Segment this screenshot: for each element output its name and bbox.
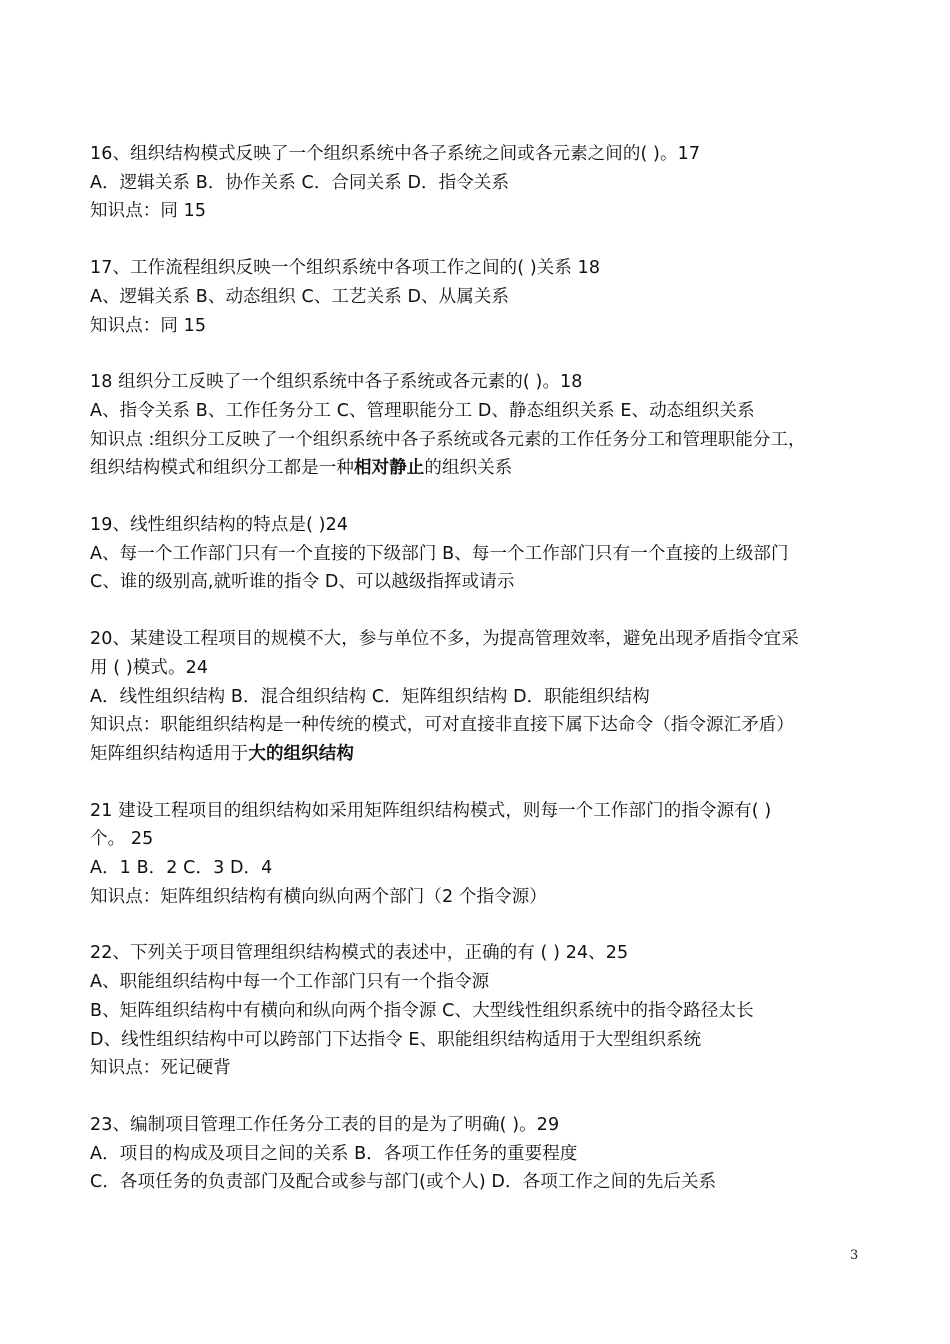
question-22 bbox=[90, 939, 880, 1083]
question-stem: 20、某建设工程项目的规模不大，参与单位不多，为提高管理效率，避免出现矛盾指令宜采 bbox=[90, 629, 799, 650]
knowledge-point: 知识点：矩阵组织结构有横向纵向两个部门（2 个指令源） bbox=[90, 886, 547, 907]
knowledge-point-continued bbox=[90, 454, 880, 483]
question-18 bbox=[90, 368, 880, 483]
answer-options: A．逻辑关系 B．协作关系 C．合同关系 D．指令关系 bbox=[90, 172, 510, 193]
question-21 bbox=[90, 797, 880, 912]
answer-options: A、逻辑关系 B、动态组织 C、工艺关系 D、从属关系 bbox=[90, 286, 510, 307]
document-body bbox=[90, 140, 880, 1225]
page-number: 3 bbox=[850, 1248, 859, 1263]
question-stem: 16、组织结构模式反映了一个组织系统中各子系统之间或各元素之间的( )。17 bbox=[90, 144, 701, 164]
answer-options-continued: C、谁的级别高,就听谁的指令 D、可以越级指挥或请示 bbox=[90, 572, 515, 593]
question-20 bbox=[90, 625, 880, 769]
answer-options: A、每一个工作部门只有一个直接的下级部门 B、每一个工作部门只有一个直接的上级部门 bbox=[90, 543, 789, 564]
question-stem: 18 组织分工反映了一个组织系统中各子系统或各元素的( )。18 bbox=[90, 372, 583, 393]
question-16 bbox=[90, 140, 880, 226]
question-stem: 23、编制项目管理工作任务分工表的目的是为了明确( )。29 bbox=[90, 1114, 560, 1135]
knowledge-point-continued bbox=[90, 740, 880, 769]
emphasis-text: 相对静止 bbox=[354, 458, 425, 479]
text-segment: 的组织关系 bbox=[424, 458, 513, 479]
question-23 bbox=[90, 1111, 880, 1197]
answer-options: A．项目的构成及项目之间的关系 B．各项工作任务的重要程度 bbox=[90, 1143, 578, 1164]
answer-option-a: A、职能组织结构中每一个工作部门只有一个指令源 bbox=[90, 972, 490, 993]
emphasis-text: 大的组织结构 bbox=[248, 743, 355, 764]
question-stem: 22、下列关于项目管理组织结构模式的表述中，正确的有 ( ) 24、25 bbox=[90, 943, 629, 964]
knowledge-point: 知识点：同 15 bbox=[90, 201, 207, 222]
knowledge-point: 知识点 :组织分工反映了一个组织系统中各子系统或各元素的工作任务分工和管理职能分工， bbox=[90, 429, 806, 450]
knowledge-point: 知识点：死记硬背 bbox=[90, 1058, 231, 1079]
question-19 bbox=[90, 511, 880, 597]
question-stem: 19、线性组织结构的特点是( )24 bbox=[90, 515, 349, 536]
answer-options: A、指令关系 B、工作任务分工 C、管理职能分工 D、静态组织关系 E、动态组织关系 bbox=[90, 400, 755, 421]
question-stem: 17、工作流程组织反映一个组织系统中各项工作之间的( )关系 18 bbox=[90, 258, 601, 279]
question-stem-continued: 用 ( )模式。24 bbox=[90, 657, 209, 678]
knowledge-point: 知识点：同 15 bbox=[90, 315, 207, 336]
knowledge-point: 知识点：职能组织结构是一种传统的模式，可对直接非直接下属下达命令（指令源汇矛盾） bbox=[90, 715, 794, 736]
answer-options-d-e: D、线性组织结构中可以跨部门下达指令 E、职能组织结构适用于大型组织系统 bbox=[90, 1029, 702, 1050]
text-segment: 组织结构模式和组织分工都是一种 bbox=[90, 458, 354, 479]
answer-options-b-c: B、矩阵组织结构中有横向和纵向两个指令源 C、大型线性组织系统中的指令路径太长 bbox=[90, 1000, 754, 1021]
answer-options: A．1 B．2 C．3 D．4 bbox=[90, 858, 273, 879]
question-stem: 21 建设工程项目的组织结构如采用矩阵组织结构模式，则每一个工作部门的指令源有( ) bbox=[90, 800, 772, 821]
answer-options-continued: C．各项任务的负责部门及配合或参与部门(或个人) D．各项工作之间的先后关系 bbox=[90, 1172, 717, 1193]
question-stem-continued: 个。 25 bbox=[90, 829, 154, 850]
answer-options: A．线性组织结构 B．混合组织结构 C．矩阵组织结构 D．职能组织结构 bbox=[90, 686, 650, 707]
question-17 bbox=[90, 254, 880, 340]
text-segment: 矩阵组织结构适用于 bbox=[90, 743, 249, 764]
